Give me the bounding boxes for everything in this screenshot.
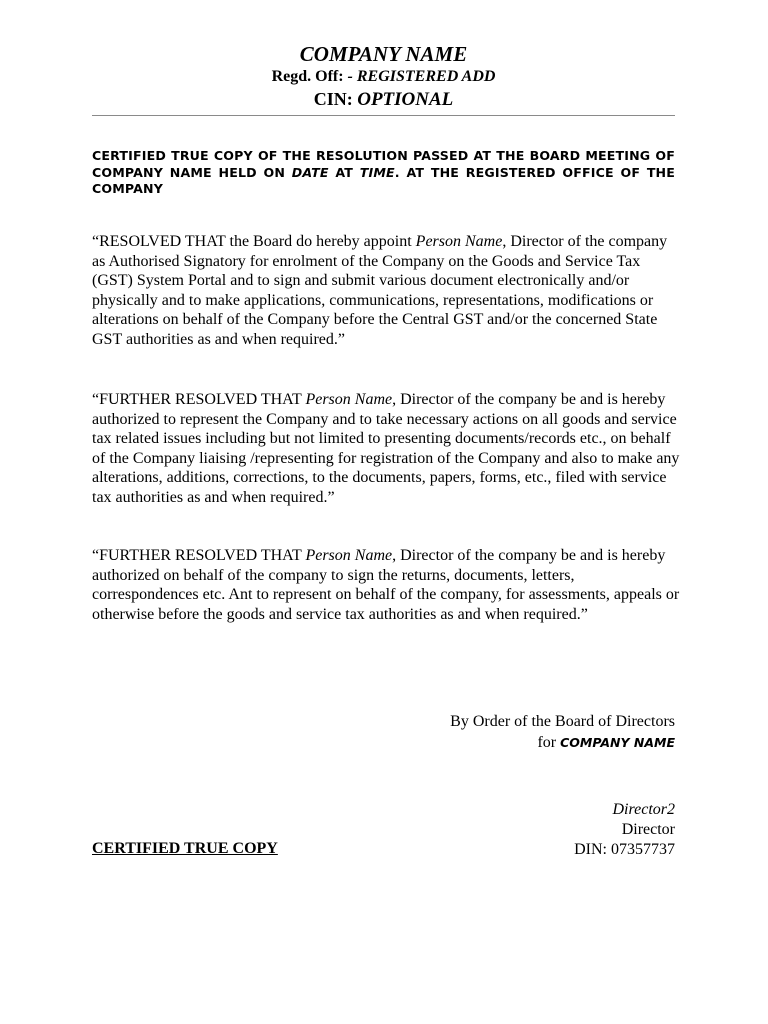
- resolution-text: “FURTHER RESOLVED THAT: [92, 547, 306, 564]
- order-line: By Order of the Board of Directors: [450, 713, 675, 730]
- resolution-text: , Director of the company be and is hereby authorized on behalf of the company to sign the returns, documents, letters, correspondences etc. Ant to represent on behalf of the company, for assessments, appeals or otherwise before the goods and service tax authorities as and when required.”: [92, 547, 680, 623]
- resolution-paragraph: [92, 546, 682, 624]
- resolution-paragraph: [92, 232, 682, 350]
- signatory-name: Director2: [612, 801, 675, 818]
- resolution-paragraph: [92, 390, 682, 508]
- order-block: [450, 711, 675, 753]
- header-divider: [92, 115, 675, 116]
- heading-date: DATE: [291, 164, 329, 180]
- heading-part2: AT: [328, 164, 360, 180]
- cin-label: CIN:: [313, 89, 353, 109]
- letterhead: [92, 42, 675, 112]
- resolution-text: , Director of the company as Authorised Signatory for enrolment of the Company on the Goods and Service Tax (GST) System Portal and to sign and submit various document electronically and/or physically and to make applications, communications, representations, modifications or alterations on behalf of the Company before the Central GST and/or the concerned State GST authorities as and when required.”: [92, 233, 668, 348]
- person-name: Person Name: [305, 391, 393, 408]
- resolution-heading: [92, 148, 675, 198]
- resolution-text: “RESOLVED THAT the Board do hereby appoint: [92, 233, 416, 250]
- resolution-text: , Director of the company be and is hereby authorized to represent the Company and to take necessary actions on all goods and service tax related issues including but not limited to presenting documents/records etc., on behalf of the Company liaising /representing for registration of the Company and also to make any alterations, additions, corrections, to the documents, papers, forms, etc., filed with service tax authorities as and when required.”: [92, 391, 680, 506]
- certified-true-copy-label: CERTIFIED TRUE COPY: [92, 840, 278, 857]
- order-company-name: COMPANY NAME: [560, 735, 675, 750]
- regd-value: - REGISTERED ADD: [347, 68, 496, 85]
- person-name: Person Name: [415, 233, 503, 250]
- for-label: for: [537, 734, 561, 751]
- person-name: Person Name: [305, 547, 393, 564]
- signatory-designation: Director: [621, 821, 675, 838]
- signatory-din: DIN: 07357737: [574, 841, 675, 858]
- heading-part3: . AT THE REGISTERED OFFICE OF THE COMPANY: [92, 164, 675, 196]
- cin-line: [92, 87, 675, 112]
- cin-value: OPTIONAL: [357, 89, 454, 110]
- for-company-line: [450, 732, 675, 753]
- registered-office-line: [92, 67, 675, 87]
- heading-part1: CERTIFIED TRUE COPY OF THE RESOLUTION PASSED AT THE BOARD MEETING OF COMPANY NAME HELD ON: [92, 148, 675, 180]
- heading-time: TIME: [359, 164, 395, 180]
- regd-label: Regd. Off:: [271, 68, 344, 85]
- resolution-text: “FURTHER RESOLVED THAT: [92, 391, 306, 408]
- signatory-block: [574, 800, 675, 860]
- company-name: COMPANY NAME: [299, 42, 468, 66]
